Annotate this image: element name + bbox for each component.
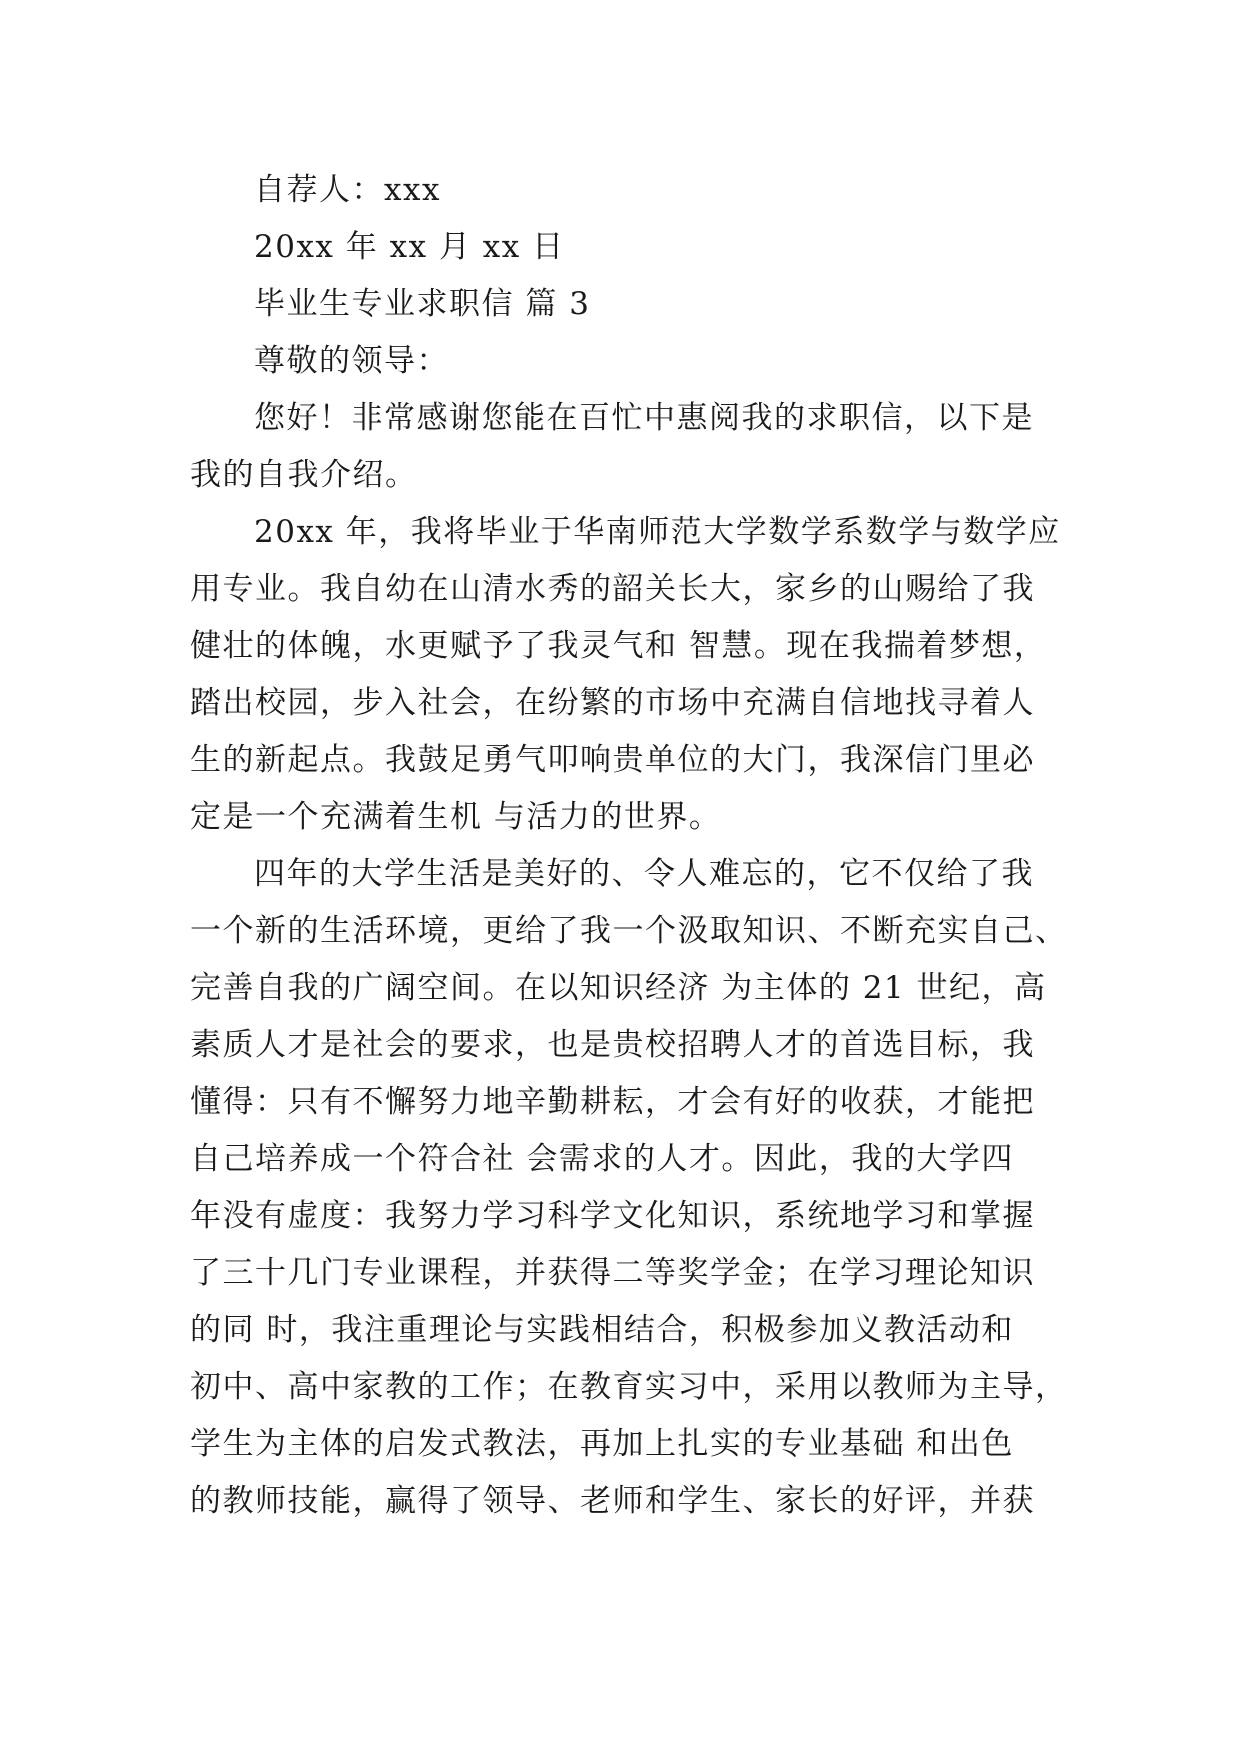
- text-line: 生的新起点。我鼓足勇气叩响贵单位的大门，我深信门里必: [190, 742, 1035, 778]
- text-line: 用专业。我自幼在山清水秀的韶关长大，家乡的山赐给了我: [190, 571, 1035, 607]
- text-line: 尊敬的领导：: [254, 343, 449, 379]
- text-line: 了三十几门专业课程，并获得二等奖学金；在学习理论知识: [190, 1255, 1035, 1291]
- text-line: 20xx 年 xx 月 xx 日: [254, 229, 565, 265]
- text-line: 自己培养成一个符合社 会需求的人才。因此，我的大学四: [190, 1141, 1014, 1177]
- text-line: 年没有虚度：我努力学习科学文化知识，系统地学习和掌握: [190, 1198, 1035, 1234]
- text-line: 学生为主体的启发式教法，再加上扎实的专业基础 和出色: [190, 1426, 1014, 1462]
- text-line: 健壮的体魄，水更赋予了我灵气和 智慧。现在我揣着梦想，: [190, 628, 1047, 664]
- text-line: 的教师技能，赢得了领导、老师和学生、家长的好评，并获: [190, 1483, 1035, 1519]
- text-line: 我的自我介绍。: [190, 457, 418, 493]
- text-line: 20xx 年，我将毕业于华南师范大学数学系数学与数学应: [254, 514, 1061, 550]
- text-line: 四年的大学生活是美好的、令人难忘的，它不仅给了我: [254, 856, 1034, 892]
- text-line: 素质人才是社会的要求，也是贵校招聘人才的首选目标，我: [190, 1027, 1035, 1063]
- text-line: 毕业生专业求职信 篇 3: [254, 286, 591, 322]
- letter-body: [190, 162, 1070, 1530]
- text-line: 完善自我的广阔空间。在以知识经济 为主体的 21 世纪，高: [190, 970, 1047, 1006]
- text-line: 踏出校园，步入社会，在纷繁的市场中充满自信地找寻着人: [190, 685, 1035, 721]
- text-line: 懂得：只有不懈努力地辛勤耕耘，才会有好的收获，才能把: [190, 1084, 1035, 1120]
- text-line: 定是一个充满着生机 与活力的世界。: [190, 799, 722, 835]
- text-line: 您好！非常感谢您能在百忙中惠阅我的求职信，以下是: [254, 400, 1034, 436]
- text-line: 的同 时，我注重理论与实践相结合，积极参加义教活动和: [190, 1312, 1014, 1348]
- text-line: 一个新的生活环境，更给了我一个汲取知识、不断充实自己、: [190, 913, 1068, 949]
- text-line: 初中、高中家教的工作；在教育实习中，采用以教师为主导，: [190, 1369, 1068, 1405]
- text-line: 自荐人：xxx: [254, 172, 441, 208]
